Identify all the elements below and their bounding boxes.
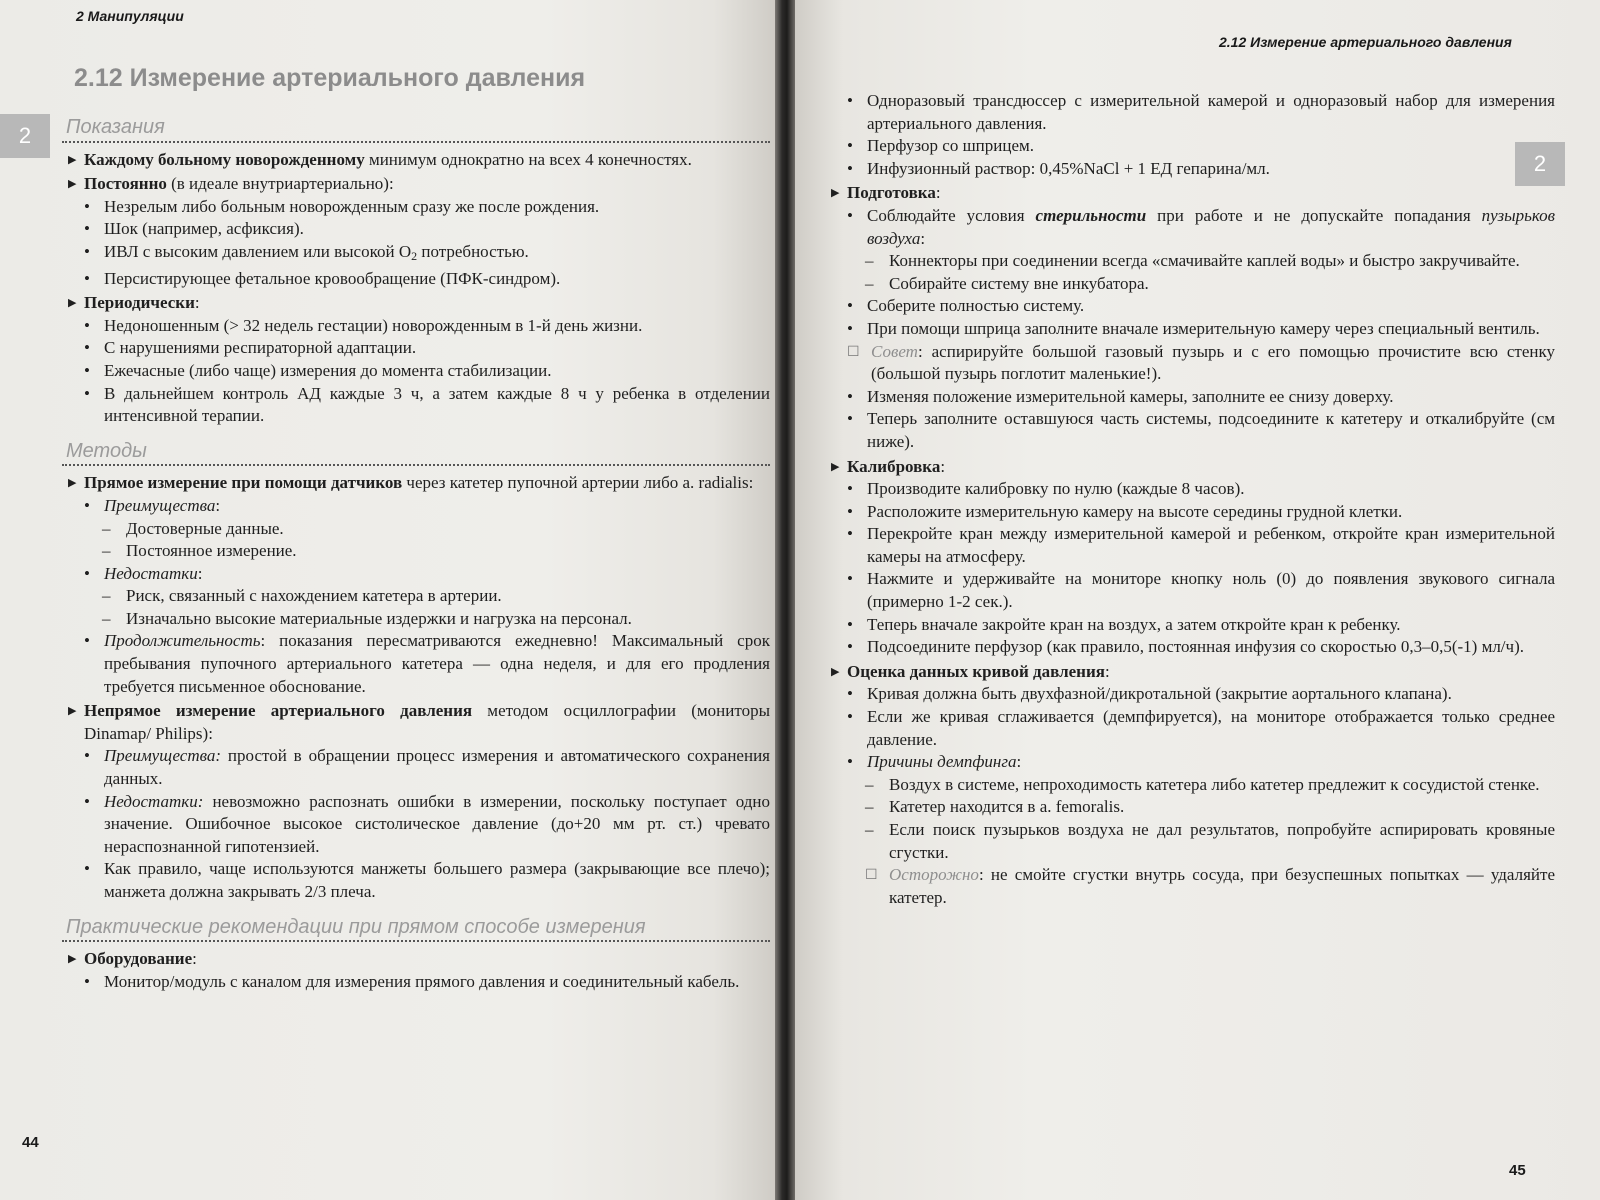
list-item: • Перфузор со шприцем. bbox=[847, 136, 1035, 156]
dash-item: – Если поиск пузырьков воздуха не дал результатов, попробуйте аспирировать кровяные сгустки. bbox=[865, 820, 1555, 862]
indication-item: ▶ Каждому больному новорожденному минимум однократно на всех 4 конечностях. bbox=[62, 149, 770, 172]
list-item: • Если же кривая сглаживается (демпфируется), на мониторе отображается только среднее давление. bbox=[847, 707, 1555, 749]
dash-item: – Катетер находится в a. femoralis. bbox=[865, 797, 1125, 817]
triangle-bullet-icon: ▶ bbox=[831, 187, 840, 200]
list-item: • Кривая должна быть двухфазной/дикротальной (закрытие аортального клапана). bbox=[847, 684, 1452, 704]
dash-item: – Достоверные данные. bbox=[102, 518, 284, 538]
dotted-divider bbox=[62, 464, 770, 466]
dash-item: – Постоянное измерение. bbox=[102, 541, 297, 561]
page-number-right: 45 bbox=[1509, 1162, 1526, 1179]
triangle-bullet-icon: ▶ bbox=[68, 705, 77, 718]
list-item: • Одноразовый трансдюссер с измерительной камерой и одноразовый набор для измерения артериального давления. bbox=[847, 91, 1555, 133]
chapter-tab-right: 2 bbox=[1515, 142, 1565, 186]
list-item: • Монитор/модуль с каналом для измерения прямого давления и соединительный кабель. bbox=[84, 971, 740, 991]
left-page bbox=[0, 0, 775, 1200]
list-item: • При помощи шприца заполните вначале измерительную камеру через специальный вентиль. bbox=[847, 318, 1540, 338]
list-item: • Преимущества: простой в обращении процесс измерения и автоматического сохранения данных. bbox=[84, 746, 770, 789]
list-item: • Персистирующее фетальное кровообращение (ПФК-синдром). bbox=[84, 268, 561, 288]
tip-note: ☐ Совет: аспирируйте большой газовый пузырь и с его помощью прочистите всю стенку (большой пузырь поглотит маленькие!). bbox=[825, 341, 1555, 386]
triangle-bullet-icon: ▶ bbox=[68, 178, 77, 191]
equipment-item: ▶ Оборудование: bbox=[62, 948, 770, 971]
list-item: • Причины демпфинга: bbox=[847, 752, 1022, 772]
checkbox-icon: ☐ bbox=[847, 343, 860, 360]
list-item: • ИВЛ с высоким давлением или высокой O2 потребностью. bbox=[84, 241, 529, 263]
list-item: • Как правило, чаще используются манжеты большего размера (закрывающие все плечо); манжета должна закрывать 2/3 плеча. bbox=[84, 859, 770, 901]
running-head-right: 2.12 Измерение артериального давления bbox=[1219, 34, 1512, 50]
subhead-indications: Показания bbox=[66, 116, 165, 138]
subhead-practical: Практические рекомендации при прямом способе измерения bbox=[66, 915, 646, 938]
triangle-bullet-icon: ▶ bbox=[68, 297, 77, 310]
subhead-methods: Методы bbox=[66, 439, 147, 462]
section-title: 2.12 Измерение артериального давления bbox=[74, 64, 586, 92]
calibration-heading: ▶ Калибровка: bbox=[825, 456, 1555, 479]
method-item: ▶ Прямое измерение при помощи датчиков через катетер пупочной артерии либо a. radialis: bbox=[62, 472, 770, 495]
list-item: • Недоношенным (> 32 недель гестации) новорожденным в 1-й день жизни. bbox=[84, 315, 643, 335]
dash-item: – Изначально высокие материальные издержки и нагрузка на персонал. bbox=[102, 608, 632, 628]
list-item: • Продолжительность: показания пересматриваются ежедневно! Максимальный срок пребывания пупочного артериального катетера — одна неделя, и для его продления требуется письменное обоснование. bbox=[84, 631, 770, 696]
dotted-divider bbox=[62, 940, 770, 942]
indication-item: ▶ Постоянно (в идеале внутриартериально): bbox=[62, 173, 770, 196]
caution-note: ☐ Осторожно: не смойте сгустки внутрь сосуда, при безуспешных попытках — удаляйте катетер. bbox=[825, 864, 1555, 909]
list-item: • Расположите измерительную камеру на высоте середины грудной клетки. bbox=[847, 501, 1403, 521]
list-item: • Недостатки: bbox=[84, 563, 203, 583]
list-item: • Недостатки: невозможно распознать ошибки в измерении, поскольку поступает одно значение. Ошибочное высокое систолическое давление (до+20 мм рт. ст.) чревато нераспознанной гипотензией. bbox=[84, 791, 770, 856]
triangle-bullet-icon: ▶ bbox=[68, 153, 77, 166]
book-gutter bbox=[775, 0, 795, 1200]
list-item: • Соблюдайте условия стерильности при работе и не допускайте попадания пузырьков воздуха: bbox=[847, 205, 1556, 248]
list-item: • Теперь вначале закройте кран на воздух, а затем откройте кран к ребенку. bbox=[847, 614, 1401, 634]
list-item: • Перекройте кран между измерительной камерой и ребенком, откройте кран измерительной камеры на атмосферу. bbox=[847, 524, 1555, 566]
list-item: • Теперь заполните оставшуюся часть системы, подсоедините к катетеру и откалибруйте (см ниже). bbox=[847, 409, 1555, 451]
chapter-tab-left: 2 bbox=[0, 114, 50, 158]
list-item: • Нажмите и удерживайте на мониторе кнопку ноль (0) до появления звукового сигнала (примерно 1-2 сек.). bbox=[847, 569, 1555, 612]
method-item: ▶ Непрямое измерение артериального давления методом осциллографии (мониторы Dinamap/ Philips): bbox=[62, 700, 770, 745]
dash-item: – Воздух в системе, непроходимость катетера либо катетер предлежит к сосудистой стенке. bbox=[865, 774, 1540, 794]
left-content bbox=[62, 110, 770, 993]
right-content bbox=[825, 90, 1555, 909]
dotted-divider bbox=[62, 141, 770, 143]
list-item: • Инфузионный раствор: 0,45%NaCl + 1 ЕД гепарина/мл. bbox=[847, 158, 1270, 178]
list-item: • Шок (например, асфиксия). bbox=[84, 219, 304, 239]
dash-item: – Собирайте систему вне инкубатора. bbox=[865, 273, 1149, 293]
list-item: • С нарушениями респираторной адаптации. bbox=[84, 338, 417, 358]
page-number-left: 44 bbox=[22, 1134, 39, 1151]
triangle-bullet-icon: ▶ bbox=[831, 460, 840, 473]
list-item: • Преимущества: bbox=[84, 495, 221, 515]
list-item: • Соберите полностью систему. bbox=[847, 296, 1085, 316]
triangle-bullet-icon: ▶ bbox=[831, 665, 840, 678]
triangle-bullet-icon: ▶ bbox=[68, 953, 77, 966]
list-item: • В дальнейшем контроль АД каждые 3 ч, а затем каждые 8 ч у ребенка в отделении интенсивной терапии. bbox=[84, 383, 770, 426]
dash-item: – Коннекторы при соединении всегда «смачивайте каплей воды» и быстро закручивайте. bbox=[865, 251, 1520, 271]
list-item: • Подсоедините перфузор (как правило, постоянная инфузия со скоростью 0,3–0,5(-1) мл/ч). bbox=[847, 637, 1524, 657]
list-item: • Незрелым либо больным новорожденным сразу же после рождения. bbox=[84, 196, 600, 216]
list-item: • Производите калибровку по нулю (каждые 8 часов). bbox=[847, 479, 1245, 499]
running-head-left: 2 Манипуляции bbox=[76, 8, 184, 24]
right-page bbox=[795, 0, 1600, 1200]
list-item: • Ежечасные (либо чаще) измерения до момента стабилизации. bbox=[84, 360, 552, 380]
dash-item: – Риск, связанный с нахождением катетера в артерии. bbox=[102, 586, 502, 606]
prep-heading: ▶ Подготовка: bbox=[825, 182, 1555, 205]
indication-item: ▶ Периодически: bbox=[62, 292, 770, 315]
list-item: • Изменяя положение измерительной камеры, заполните ее снизу доверху. bbox=[847, 386, 1394, 406]
curve-heading: ▶ Оценка данных кривой давления: bbox=[825, 661, 1555, 684]
checkbox-icon: ☐ bbox=[865, 867, 878, 884]
triangle-bullet-icon: ▶ bbox=[68, 477, 77, 490]
